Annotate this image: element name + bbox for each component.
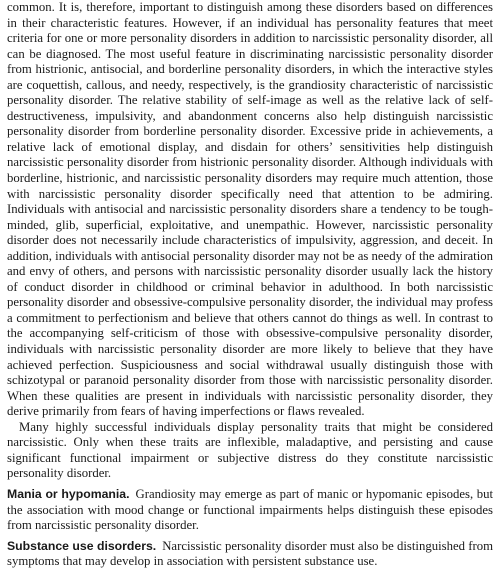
- section-substance-use-disorders: [7, 539, 493, 570]
- section-heading-substance-use: Substance use disorders.: [7, 538, 157, 553]
- section-text-substance-use: Narcissistic personality disorder must also be distinguished from symptoms that may develop in association with persistent substance use.: [7, 538, 494, 569]
- document-page: [7, 0, 493, 570]
- section-mania-hypomania: [7, 487, 493, 534]
- section-heading-mania-hypomania: Mania or hypomania.: [7, 486, 130, 501]
- body-paragraph-2: Many highly successful individuals display personality traits that might be considered narcissistic. Only when these traits are inflexible, maladaptive, and persisting and cause significant functional impairment or subjective distress do they constitute narcissistic personality disorder.: [7, 419, 493, 481]
- section-text-mania-hypomania: Grandiosity may emerge as part of manic or hypomanic episodes, but the association with mood change or functional impairments helps distinguish these episodes from narcissistic personality disorder.: [7, 486, 494, 533]
- body-paragraph-1: common. It is, therefore, important to distinguish among these disorders based on differences in their characteristic features. However, if an individual has personality features that meet criteria for one or more personality disorders in addition to narcissistic personality disorder, all can be diagnosed. The most useful feature in discriminating narcissistic personality disorder from histrionic, antisocial, and borderline personality disorders, in which the interactive styles are coquettish, callous, and needy, respectively, is the grandiosity characteristic of narcissistic personality disorder. The relative stability of self-image as well as the relative lack of self-destructiveness, impulsivity, and abandonment concerns also help distinguish narcissistic personality disorder from borderline personality disorder. Excessive pride in achievements, a relative lack of emotional display, and disdain for others’ sensitivities help distinguish narcissistic personality disorder from histrionic personality disorder. Although individuals with borderline, histrionic, and narcissistic personality disorders may require much attention, those with narcissistic personality disorder specifically need that attention to be admiring. Individuals with antisocial and narcissistic personality disorders share a tendency to be tough-minded, glib, superficial, exploitative, and unempathic. However, narcissistic personality disorder does not necessarily include characteristics of impulsivity, aggression, and deceit. In addition, individuals with antisocial personality disorder may not be as needy of the admiration and envy of others, and persons with narcissistic personality disorder usually lack the history of conduct disorder in childhood or criminal behavior in adulthood. In both narcissistic personality disorder and obsessive-compulsive personality disorder, the individual may profess a commitment to perfectionism and believe that others cannot do things as well. In contrast to the accompanying self-criticism of those with obsessive-compulsive personality disorder, individuals with narcissistic personality disorder are more likely to believe that they have achieved perfection. Suspiciousness and social withdrawal usually distinguish those with schizotypal or paranoid personality disorder from those with narcissistic personality disorder. When these qualities are present in individuals with narcissistic personality disorder, they derive primarily from fears of having imperfections or flaws revealed.: [7, 0, 493, 419]
